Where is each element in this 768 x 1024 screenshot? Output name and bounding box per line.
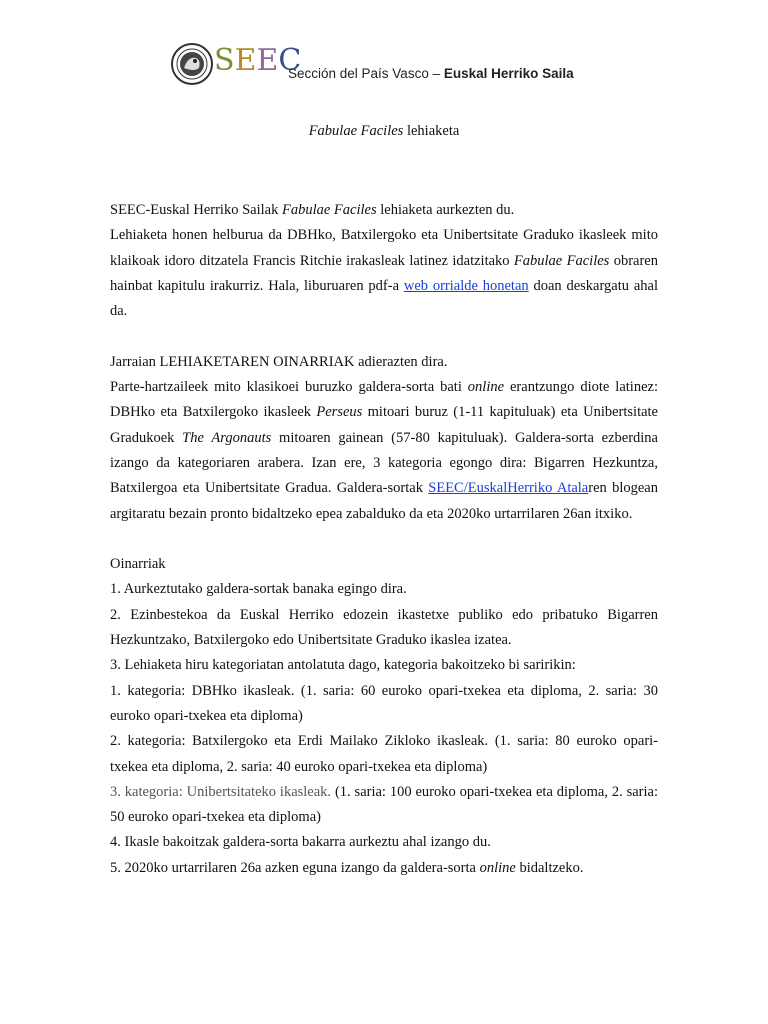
rule-item-5 — [110, 856, 658, 881]
logo-letter: C — [278, 43, 302, 78]
header-subtitle-regular: Sección del País Vasco – — [288, 66, 444, 81]
intro-p2-text-b: obraren hainbat kapitulu irakurriz. Hala, liburuaren pdf-a — [110, 252, 658, 294]
rules-text-c: mitoari buruz (1-11 kapituluak) eta Unibertsitate Gradukoek — [110, 404, 658, 446]
rules-text-d: mitoaren gainean (57-80 kapituluak). Galdera-sorta ezberdina izango da kategoriaren arabera. Izan ere, 3 kategoria egongo dira: Bigarren Hezkuntza, Batxilergoa eta Unibertsitate Gradua. Galdera-sortak — [110, 429, 658, 497]
logo-letter: E — [234, 43, 257, 78]
rules-text-b: erantzungo diote latinez: DBHko eta Batxilergoko ikasleek — [110, 379, 658, 421]
rules-italic-argonauts: The Argonauts — [182, 429, 272, 446]
intro-p2-italic: Fabulae Faciles — [513, 252, 610, 269]
document-title — [0, 123, 768, 140]
rule-item-5-text-a: 5. 2020ko urtarrilaren 26a azken eguna izango da galdera-sorta — [110, 859, 480, 876]
rule-item-2: 2. Ezinbestekoa da Euskal Herriko edozein ikastetxe publiko edo pribatuko Bigarren Hezkuntzako, Batxilergoko edo Unibertsitate Graduko ikaslea izatea. — [110, 606, 658, 649]
intro-p2-text-c: doan deskargatu ahal da. — [110, 277, 658, 320]
header-subtitle-bold: Euskal Herriko Saila — [443, 66, 574, 81]
seec-blog-link[interactable]: SEEC/EuskalHerriko Atala — [428, 480, 589, 497]
rule-category-2: 2. kategoria: Batxilergoko eta Erdi Mailako Zikloko ikasleak. (1. saria: 80 euroko opari-txekea eta diploma, 2. saria: 40 euroko opari-txekea eta diploma) — [110, 733, 658, 775]
rule-item-5-italic: online — [479, 859, 516, 876]
rules-italic-perseus: Perseus — [316, 404, 363, 421]
oinarriak-heading: Oinarriak — [110, 556, 166, 573]
page-header — [170, 40, 730, 88]
title-italic: Fabulae Faciles — [308, 123, 404, 139]
rule-category-3 — [110, 780, 658, 831]
rule-item-4: 4. Ikasle bakoitzak galdera-sorta bakarra aurkeztu ahal izango du. — [110, 834, 491, 851]
intro-paragraph-2 — [110, 223, 658, 324]
rule-item-1: 1. Aurkeztutako galdera-sortak banaka egingo dira. — [110, 581, 407, 598]
pdf-web-link[interactable]: web orrialde honetan — [403, 277, 529, 294]
rule-item-3: 3. Lehiaketa hiru kategoriatan antolatuta dago, kategoria bakoitzeko bi saririkin: — [110, 657, 576, 674]
rules-text-a: Parte-hartzaileek mito klasikoei buruzko galdera-sorta bati — [110, 379, 468, 396]
header-subtitle — [288, 66, 574, 81]
intro-p1-text-b: lehiaketa aurkezten du. — [376, 202, 515, 218]
rule-item-5-text-b: bidaltzeko. — [515, 859, 584, 876]
rules-italic-online: online — [467, 379, 505, 396]
intro-p1-text-a: SEEC-Euskal Herriko Sailak — [110, 202, 282, 218]
intro-p1-italic: Fabulae Faciles — [281, 202, 377, 218]
seec-emblem-icon — [170, 42, 214, 86]
rules-text-e: ren blogean argitaratu bezain pronto bidaltzeko epea zabalduko da eta 2020ko urtarrilaren 26an itxiko. — [110, 480, 658, 522]
title-rest: lehiaketa — [403, 123, 460, 139]
rules-intro-line: Jarraian LEHIAKETAREN OINARRIAK adierazten dira. — [110, 353, 448, 370]
rules-intro-paragraph — [110, 375, 658, 527]
rule-category-3-rest: (1. saria: 100 euroko opari-txekea eta diploma, 2. saria: 50 euroko opari-txekea eta diploma) — [110, 783, 658, 826]
intro-paragraph-1 — [110, 198, 658, 223]
logo-letter: S — [214, 43, 235, 78]
rule-category-1: 1. kategoria: DBHko ikasleak. (1. saria: 60 euroko opari-txekea eta diploma, 2. saria: 30 euroko opari-txekea eta diploma) — [110, 682, 658, 724]
intro-p2-text-a: Lehiaketa honen helburua da DBHko, Batxilergoko eta Unibertsitate Graduko ikasleek mito klaikoak idoro ditzatela Francis Ritchie irakasleak latinez idatzitako — [110, 227, 658, 269]
document-body — [110, 198, 658, 881]
rule-category-3-label: 3. kategoria: Unibertsitateko ikasleak. — [110, 783, 332, 800]
logo-letter: E — [256, 43, 279, 78]
